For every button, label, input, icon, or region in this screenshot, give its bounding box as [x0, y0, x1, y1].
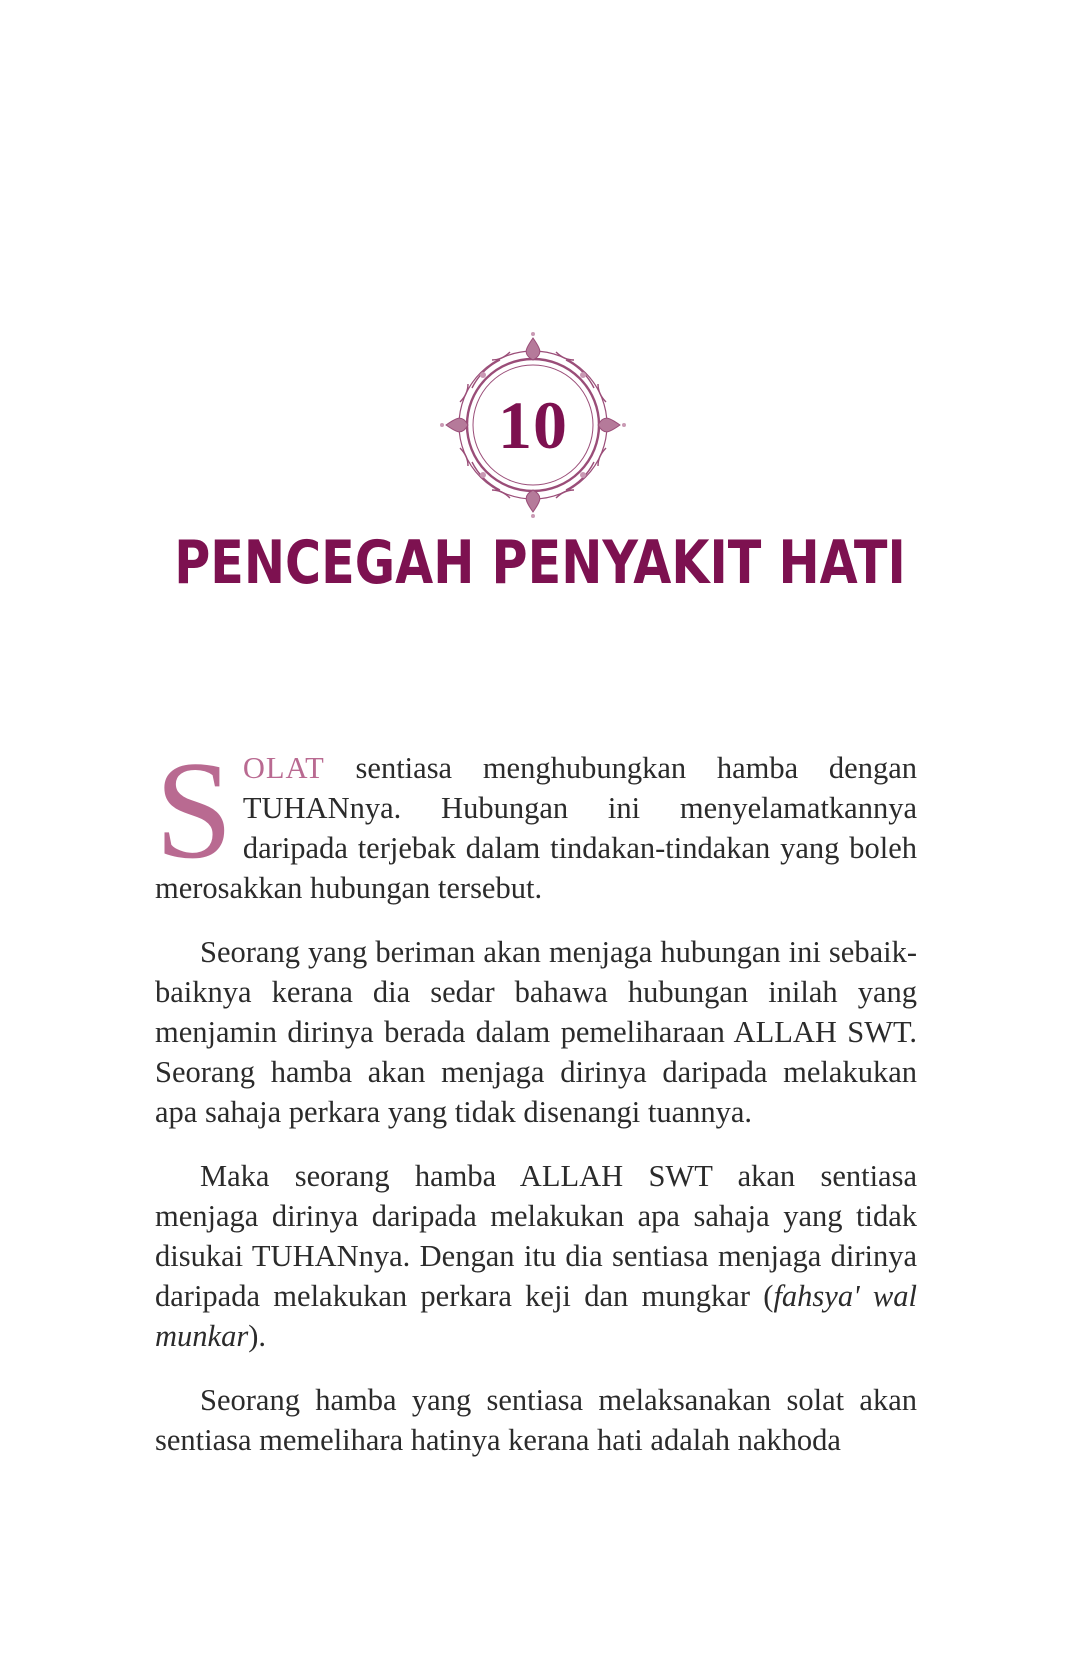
- chapter-number: 10: [498, 386, 568, 463]
- paragraph-3: [155, 1156, 917, 1356]
- chapter-title: PENCEGAH PENYAKIT HATI: [174, 528, 906, 598]
- lead-word: OLAT: [242, 751, 325, 785]
- drop-cap: S: [155, 733, 233, 888]
- paragraph-3-close: ).: [248, 1319, 266, 1353]
- italic-term: fahsya' wal munkar: [155, 1279, 917, 1353]
- paragraph-4: Seorang hamba yang sentiasa melaksanakan solat akan sentiasa memelihara hatinya kerana hati adalah nakhoda: [155, 1383, 917, 1457]
- paragraph-3-text: Maka seorang hamba ALLAH SWT akan sentiasa menjaga dirinya daripada melakukan apa sahaja yang tidak disukai TUHANnya. Dengan itu dia sentiasa menjaga dirinya daripada melakukan perkara keji dan mungkar (: [155, 1159, 917, 1313]
- chapter-body: [155, 733, 917, 1484]
- paragraph-1: [155, 733, 917, 908]
- paragraph-1-text: sentiasa menghubungkan hamba dengan TUHANnya. Hubungan ini menyelamatkannya daripada terjebak dalam tindakan-tindakan yang boleh merosakkan hubungan tersebut.: [155, 751, 917, 905]
- paragraph-2: Seorang yang beriman akan menjaga hubungan ini sebaik-baiknya kerana dia sedar bahawa hubungan inilah yang menjamin dirinya berada dalam pemeliharaan ALLAH SWT. Seorang hamba akan menjaga dirinya daripada melakukan apa sahaja perkara yang tidak disenangi tuannya.: [155, 935, 917, 1129]
